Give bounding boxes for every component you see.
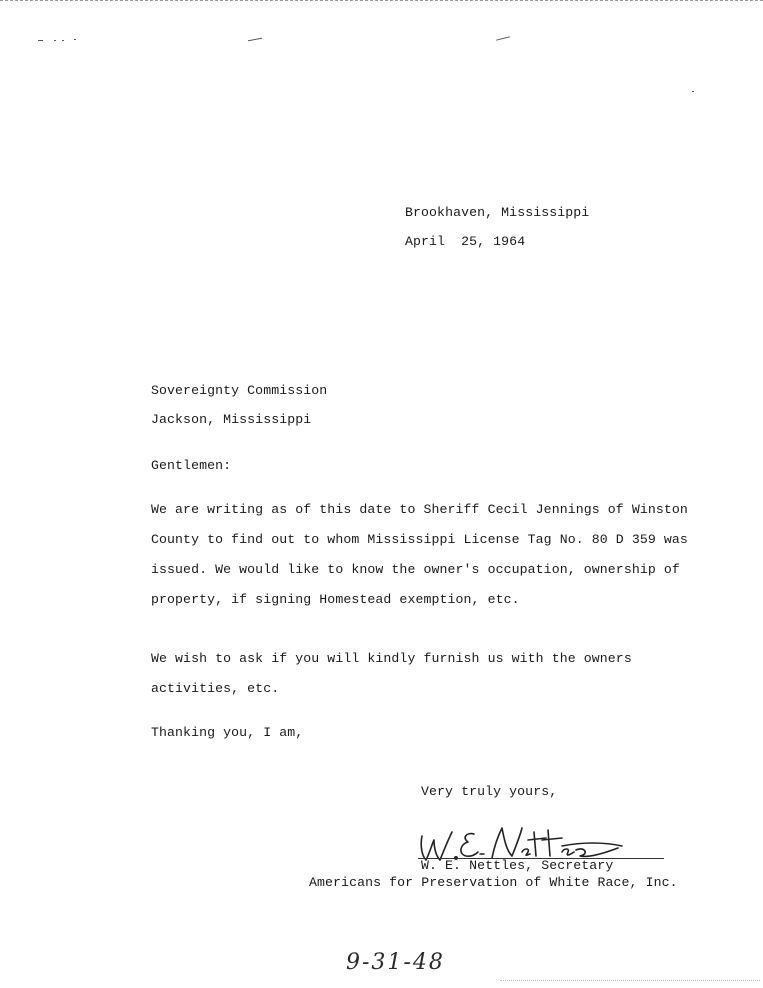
scan-speck bbox=[54, 40, 56, 41]
organization: Americans for Preservation of White Race, Inc. bbox=[309, 875, 678, 890]
recipient-name: Sovereignty Commission bbox=[151, 383, 328, 398]
file-number: 9-31-48 bbox=[346, 950, 445, 975]
scan-speck bbox=[248, 38, 262, 41]
salutation: Gentlemen: bbox=[151, 458, 232, 473]
scan-speck bbox=[496, 36, 510, 40]
recipient-location: Jackson, Mississippi bbox=[151, 412, 312, 427]
scan-speck bbox=[38, 40, 43, 41]
signer-title: W. E. Nettles, Secretary bbox=[421, 858, 614, 873]
paragraph2-line: activities, etc. bbox=[151, 681, 280, 696]
bottom-scan-marks bbox=[500, 980, 760, 981]
scan-speck bbox=[692, 91, 694, 92]
scan-speck bbox=[62, 40, 64, 41]
paragraph1-line: property, if signing Homestead exemption, etc. bbox=[151, 592, 520, 607]
letter-date: April 25, 1964 bbox=[405, 234, 526, 249]
scan-speck bbox=[74, 39, 76, 40]
sender-place: Brookhaven, Mississippi bbox=[405, 205, 590, 220]
paragraph1-line: County to find out to whom Mississippi License Tag No. 80 D 359 was bbox=[151, 532, 688, 547]
paragraph2-line: We wish to ask if you will kindly furnish us with the owners bbox=[151, 651, 632, 666]
closing-thanks: Thanking you, I am, bbox=[151, 725, 304, 740]
top-perforation bbox=[0, 0, 763, 1]
complimentary-close: Very truly yours, bbox=[421, 784, 558, 799]
paragraph1-line: issued. We would like to know the owner's occupation, ownership of bbox=[151, 562, 680, 577]
paragraph1-line: We are writing as of this date to Sheriff Cecil Jennings of Winston bbox=[151, 502, 688, 517]
